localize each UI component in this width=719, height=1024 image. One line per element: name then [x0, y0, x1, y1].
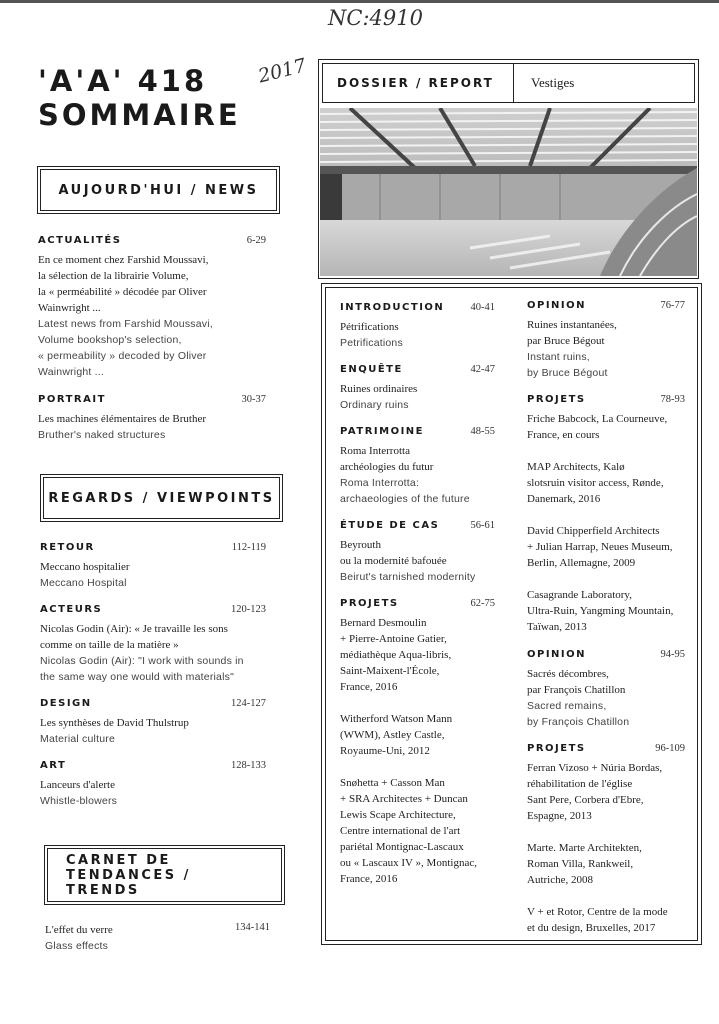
toc-entry[interactable]	[527, 523, 685, 571]
fr-line: Centre international de l'art	[340, 825, 461, 837]
toc-column-middle	[340, 302, 495, 887]
category-label: PATRIMOINE	[340, 426, 424, 437]
fr-line: pariétal Montignac-Lascaux	[340, 841, 464, 853]
toc-entry[interactable]	[45, 922, 270, 954]
page-range: 42-47	[470, 364, 495, 375]
dossier-label: DOSSIER / REPORT	[337, 76, 494, 90]
fr-line: Les machines élémentaires de Bruther	[38, 413, 206, 425]
category-label: OPINION	[527, 649, 587, 660]
en-line: Bruther's naked structures	[38, 429, 166, 441]
fr-line: Roman Villa, Rankweil,	[527, 858, 634, 870]
dossier-box	[318, 59, 699, 279]
en-line: Petrifications	[340, 337, 403, 349]
fr-line: David Chipperfield Architects	[527, 525, 660, 537]
fr-line: par François Chatillon	[527, 684, 626, 696]
fr-line: Roma Interrotta	[340, 445, 410, 457]
toc-entry[interactable]	[340, 711, 495, 759]
fr-line: Danemark, 2016	[527, 493, 601, 505]
category-label: PROJETS	[527, 743, 586, 754]
dossier-photo	[320, 108, 697, 276]
en-line: « permeability » decoded by Oliver	[38, 350, 207, 362]
fr-line: Beyrouth	[340, 539, 381, 551]
en-line: the same way one would with materials"	[40, 671, 234, 683]
fr-line: médiathèque Aqua-libris,	[340, 649, 452, 661]
fr-line: la « perméabilité » décodée par Oliver	[38, 286, 207, 298]
fr-line: réhabilitation de l'église	[527, 778, 633, 790]
category-label: ACTEURS	[40, 604, 103, 615]
fr-line: ou la modernité bafouée	[340, 555, 447, 567]
fr-line: (WWM), Astley Castle,	[340, 729, 445, 741]
toc-entry[interactable]	[40, 604, 266, 685]
fr-line: Espagne, 2013	[527, 810, 592, 822]
toc-entry[interactable]	[340, 598, 495, 695]
fr-line: Sant Pere, Corbera d'Ebre,	[527, 794, 644, 806]
fr-line: et du design, Bruxelles, 2017	[527, 922, 656, 934]
page-range: 96-109	[655, 743, 685, 754]
category-label: OPINION	[527, 300, 587, 311]
toc-entry[interactable]	[340, 302, 495, 351]
dossier-divider	[513, 64, 514, 102]
trends-header-box	[44, 845, 285, 905]
fr-line: Nicolas Godin (Air): « Je travaille les sons	[40, 623, 228, 635]
page-range: 78-93	[660, 394, 685, 405]
category-label: DESIGN	[40, 698, 92, 709]
fr-line: slotsruin visitor access, Rønde,	[527, 477, 664, 489]
category-label: RETOUR	[40, 542, 95, 553]
fr-line: Ruines instantanées,	[527, 319, 617, 331]
category-label: PROJETS	[340, 598, 399, 609]
toc-entry[interactable]	[38, 394, 266, 443]
en-line: Roma Interrotta:	[340, 477, 420, 489]
category-label: PORTRAIT	[38, 394, 106, 405]
page-range: 76-77	[660, 300, 685, 311]
en-line: Ordinary ruins	[340, 399, 409, 411]
fr-line: Ruines ordinaires	[340, 383, 418, 395]
page-range: 94-95	[660, 649, 685, 660]
en-line: Volume bookshop's selection,	[38, 334, 182, 346]
fr-line: la sélection de la librairie Volume,	[38, 270, 189, 282]
fr-line: + SRA Architectes + Duncan	[340, 793, 468, 805]
toc-entry[interactable]	[40, 542, 266, 591]
page-range: 6-29	[246, 235, 266, 246]
fr-line: Marte. Marte Architekten,	[527, 842, 642, 854]
en-line: Whistle-blowers	[40, 795, 118, 807]
en-line: Beirut's tarnished modernity	[340, 571, 476, 583]
toc-entry[interactable]	[527, 300, 685, 381]
en-line: archaeologies of the future	[340, 493, 470, 505]
news-list	[38, 235, 266, 443]
en-line: Nicolas Godin (Air): "I work with sounds in	[40, 655, 244, 667]
fr-line: Royaume-Uni, 2012	[340, 745, 430, 757]
toc-entry[interactable]	[527, 649, 685, 730]
toc-entry[interactable]	[527, 743, 685, 824]
category-label: ACTUALITÉS	[38, 235, 122, 246]
fr-line: MAP Architects, Kalø	[527, 461, 625, 473]
fr-line: Ultra-Ruin, Yangming Mountain,	[527, 605, 674, 617]
fr-line: comme on taille de la matière »	[40, 639, 179, 651]
fr-line: France, 2016	[340, 681, 398, 693]
fr-line: Wainwright ...	[38, 302, 101, 314]
toc-entry[interactable]	[527, 904, 685, 936]
page-range: 40-41	[470, 302, 495, 313]
toc-entry[interactable]	[40, 698, 266, 747]
news-header-box	[37, 166, 280, 214]
fr-line: Friche Babcock, La Courneuve,	[527, 413, 668, 425]
toc-column-right	[527, 300, 685, 936]
trends-header-line2: TRENDS	[66, 882, 140, 898]
en-line: Glass effects	[45, 940, 109, 952]
page-range: 62-75	[470, 598, 495, 609]
en-line: by François Chatillon	[527, 716, 630, 728]
fr-line: + Pierre-Antoine Gatier,	[340, 633, 447, 645]
fr-line: + Julian Harrap, Neues Museum,	[527, 541, 673, 553]
magazine-issue: 'A'A' 418	[38, 64, 208, 98]
fr-line: France, 2016	[340, 873, 398, 885]
toc-entry[interactable]	[40, 760, 266, 809]
trends-list	[45, 922, 270, 954]
trends-header-line1: CARNET DE TENDANCES /	[66, 852, 191, 883]
en-line: Material culture	[40, 733, 115, 745]
fr-line: Saint-Maixent-l'École,	[340, 665, 440, 677]
en-line: Instant ruins,	[527, 351, 590, 363]
handwritten-year: 2017	[256, 54, 309, 88]
page-range: 112-119	[231, 542, 266, 553]
fr-line: Lewis Scape Architecture,	[340, 809, 456, 821]
en-line: Sacred remains,	[527, 700, 607, 712]
dossier-subject: Vestiges	[531, 75, 575, 90]
toc-entry[interactable]	[527, 587, 685, 635]
toc-entry[interactable]	[340, 426, 495, 507]
fr-line: Bernard Desmoulin	[340, 617, 427, 629]
toc-entry[interactable]	[527, 840, 685, 888]
page-range: 124-127	[231, 698, 266, 709]
toc-entry[interactable]	[527, 394, 685, 443]
category-label: ÉTUDE DE CAS	[340, 520, 440, 531]
en-line: by Bruce Bégout	[527, 367, 608, 379]
fr-line: Lanceurs d'alerte	[40, 779, 115, 791]
toc-entry[interactable]	[340, 775, 495, 887]
fr-line: En ce moment chez Farshid Moussavi,	[38, 254, 209, 266]
fr-line: Snøhetta + Casson Man	[340, 777, 445, 789]
fr-line: France, en cours	[527, 429, 600, 441]
fr-line: Autriche, 2008	[527, 874, 593, 886]
page-range: 134-141	[235, 922, 270, 933]
fr-line: Casagrande Laboratory,	[527, 589, 632, 601]
toc-entry[interactable]	[340, 520, 495, 585]
viewpoints-list	[40, 542, 266, 809]
fr-line: Les synthèses de David Thulstrup	[40, 717, 189, 729]
fr-line: Witherford Watson Mann	[340, 713, 453, 725]
scan-edge	[0, 0, 719, 3]
fr-line: Meccano hospitalier	[40, 561, 130, 573]
category-label: ENQUÊTE	[340, 364, 403, 375]
viewpoints-header: REGARDS / VIEWPOINTS	[48, 490, 275, 506]
page-range: 30-37	[241, 394, 266, 405]
viewpoints-header-box	[40, 474, 283, 522]
news-header: AUJOURD'HUI / NEWS	[58, 182, 259, 198]
page-range: 128-133	[231, 760, 266, 771]
toc-entry[interactable]	[527, 459, 685, 507]
category-label: PROJETS	[527, 394, 586, 405]
fr-line: Ferran Vizoso + Núria Bordas,	[527, 762, 663, 774]
toc-entry[interactable]	[38, 235, 266, 380]
page-range: 56-61	[470, 520, 495, 531]
en-line: Wainwright ...	[38, 366, 105, 378]
category-label: ART	[40, 760, 67, 771]
fr-line: V + et Rotor, Centre de la mode	[527, 906, 668, 918]
fr-line: ou « Lascaux IV », Montignac,	[340, 857, 477, 869]
fr-line: L'effet du verre	[45, 924, 113, 936]
en-line: Latest news from Farshid Moussavi,	[38, 318, 213, 330]
fr-line: par Bruce Bégout	[527, 335, 605, 347]
handwritten-code: NC:4910	[328, 6, 423, 30]
fr-line: Pétrifications	[340, 321, 399, 333]
dossier-header	[322, 63, 695, 103]
fr-line: archéologies du futur	[340, 461, 434, 473]
category-label: INTRODUCTION	[340, 302, 445, 313]
fr-line: Sacrés décombres,	[527, 668, 609, 680]
fr-line: Berlin, Allemagne, 2009	[527, 557, 636, 569]
en-line: Meccano Hospital	[40, 577, 127, 589]
fr-line: Taïwan, 2013	[527, 621, 587, 633]
page-title: SOMMAIRE	[38, 98, 241, 132]
toc-entry[interactable]	[340, 364, 495, 413]
page-range: 120-123	[231, 604, 266, 615]
page-range: 48-55	[470, 426, 495, 437]
